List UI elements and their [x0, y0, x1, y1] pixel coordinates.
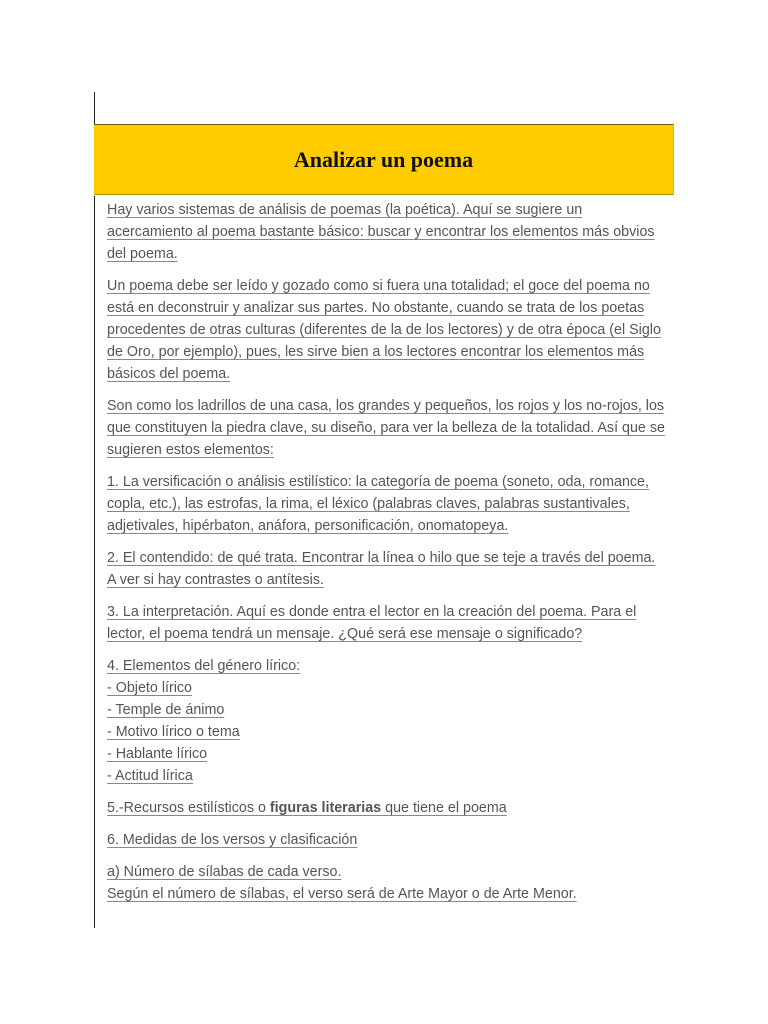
- left-margin-rule-body: [94, 196, 95, 928]
- totality-paragraph: Un poema debe ser leído y gozado como si fuera una totalidad; el goce del poema no está en deconstruir y analizar sus partes. No obstante, cuando se trata de los poetas procedentes de otras culturas (diferentes de la de los lectores) y de otra época (el Siglo de Oro, por ejemplo), pues, les sirve bien a los lectores encontrar los elementos más básicos del poema.: [107, 278, 661, 382]
- list-item: - Motivo lírico o tema: [107, 724, 240, 740]
- list-item: - Objeto lírico: [107, 680, 193, 696]
- title-banner: [94, 124, 674, 195]
- page-title: Analizar un poema: [293, 146, 474, 172]
- bricks-paragraph: Son como los ladrillos de una casa, los grandes y pequeños, los rojos y los no-rojos, los que constituyen la piedra clave, su diseño, para ver la belleza de la totalidad. Así que se sugieren estos elementos:: [107, 398, 665, 458]
- figuras-literarias-link[interactable]: figuras literarias: [269, 800, 382, 816]
- item-versificacion: 1. La versificación o análisis estilístico: la categoría de poema (soneto, oda, romance, copla, etc.), las estrofas, la rima, el léxico (palabras claves, palabras sustantivales, adjetivales, hipérbaton, anáfora, personificación, onomatopeya.: [107, 474, 649, 534]
- list-item: - Hablante lírico: [107, 746, 208, 762]
- item-medidas-versos: 6. Medidas de los versos y clasificación: [107, 832, 358, 848]
- list-item: - Actitud lírica: [107, 768, 193, 784]
- item-numero-silabas: a) Número de sílabas de cada verso. Según el número de sílabas, el verso será de Arte Mayor o de Arte Menor.: [107, 864, 577, 902]
- intro-paragraph: Hay varios sistemas de análisis de poemas (la poética). Aquí se sugiere un acercamiento al poema bastante básico: buscar y encontrar los elementos más obvios del poema.: [107, 202, 655, 262]
- item-contenido: 2. El contendido: de qué trata. Encontrar la línea o hilo que se teje a través del poema. A ver si hay contrastes o antítesis.: [107, 550, 656, 588]
- document-body: [107, 199, 665, 915]
- genero-lirico-heading: 4. Elementos del género lírico:: [107, 658, 301, 674]
- item-genero-lirico: [107, 655, 665, 787]
- left-margin-rule-top: [94, 92, 95, 124]
- item-interpretacion: 3. La interpretación. Aquí es donde entra el lector en la creación del poema. Para el lector, el poema tendrá un mensaje. ¿Qué será ese mensaje o significado?: [107, 604, 637, 642]
- item-recursos-estilisticos: 5.-Recursos estilísticos o figuras literarias que tiene el poema: [107, 800, 507, 816]
- list-item: - Temple de ánimo: [107, 702, 225, 718]
